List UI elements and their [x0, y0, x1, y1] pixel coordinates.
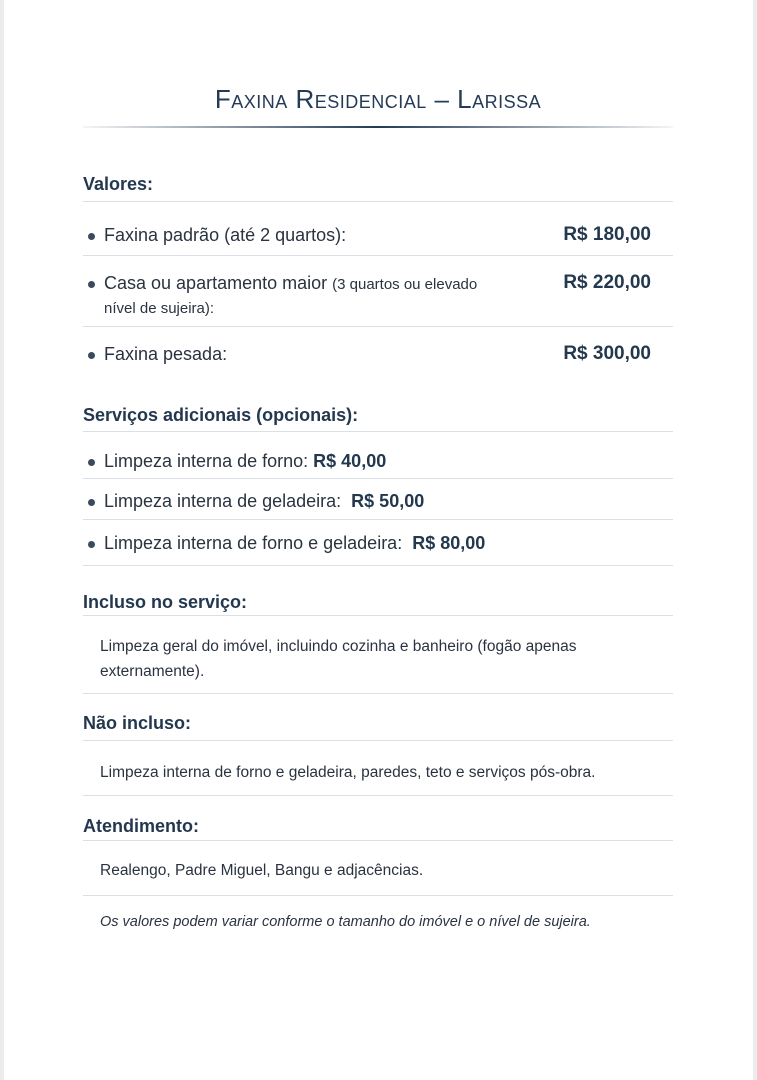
- page-edge-right: [753, 0, 757, 1080]
- addon-price: R$ 80,00: [412, 533, 486, 553]
- divider: [83, 326, 673, 327]
- incluso-text-line1: Limpeza geral do imóvel, incluindo cozinha e banheiro (fogão apenas: [100, 638, 577, 655]
- bullet-icon: [88, 499, 95, 506]
- divider: [83, 795, 673, 796]
- addon-text: Limpeza interna de geladeira:: [104, 491, 342, 511]
- service-price: R$ 220,00: [563, 272, 651, 293]
- divider: [83, 615, 673, 616]
- bullet-icon: [88, 233, 95, 240]
- divider: [83, 201, 673, 202]
- service-label: [104, 272, 477, 320]
- bullet-icon: [88, 541, 95, 548]
- section-heading-nao-incluso: Não incluso:: [83, 713, 192, 733]
- addon-price: R$ 40,00: [313, 451, 387, 471]
- divider: [83, 565, 673, 566]
- bullet-icon: [88, 352, 95, 359]
- addon-label: [104, 532, 485, 554]
- divider: [83, 431, 673, 432]
- divider: [83, 693, 673, 694]
- addon-label: [104, 450, 386, 472]
- bullet-icon: [88, 281, 95, 288]
- incluso-text-line2: externamente).: [100, 663, 205, 680]
- addon-price: R$ 50,00: [351, 491, 425, 511]
- service-label: Faxina padrão (até 2 quartos):: [104, 225, 347, 245]
- divider: [83, 895, 673, 896]
- section-heading-atendimento: Atendimento:: [83, 816, 199, 836]
- incluso-text: [100, 634, 660, 684]
- section-heading-valores: Valores:: [83, 174, 154, 194]
- section-heading-adicionais: Serviços adicionais (opcionais):: [83, 405, 359, 425]
- title-divider: [83, 126, 673, 128]
- service-price: R$ 180,00: [563, 224, 651, 245]
- addon-text: Limpeza interna de forno:: [104, 451, 309, 471]
- divider: [83, 519, 673, 520]
- addon-label: [104, 490, 424, 512]
- page-title: Faxina Residencial – Larissa: [214, 84, 542, 114]
- divider: [83, 255, 673, 256]
- atendimento-text: Realengo, Padre Miguel, Bangu e adjacências.: [100, 862, 424, 879]
- page-edge-left: [0, 0, 4, 1080]
- section-heading-incluso: Incluso no serviço:: [83, 592, 248, 612]
- divider: [83, 840, 673, 841]
- nao-incluso-text: Limpeza interna de forno e geladeira, paredes, teto e serviços pós-obra.: [100, 764, 596, 781]
- disclaimer-note: Os valores podem variar conforme o tamanho do imóvel e o nível de sujeira.: [100, 914, 591, 930]
- service-price: R$ 300,00: [563, 343, 651, 364]
- addon-text: Limpeza interna de forno e geladeira:: [104, 533, 403, 553]
- divider: [83, 740, 673, 741]
- service-label: Faxina pesada:: [104, 344, 228, 364]
- service-label-main: Casa ou apartamento maior: [104, 273, 333, 293]
- bullet-icon: [88, 459, 95, 466]
- service-label-detail-line2: nível de sujeira):: [104, 300, 215, 317]
- divider: [83, 478, 673, 479]
- service-label-detail: (3 quartos ou elevado: [332, 276, 478, 293]
